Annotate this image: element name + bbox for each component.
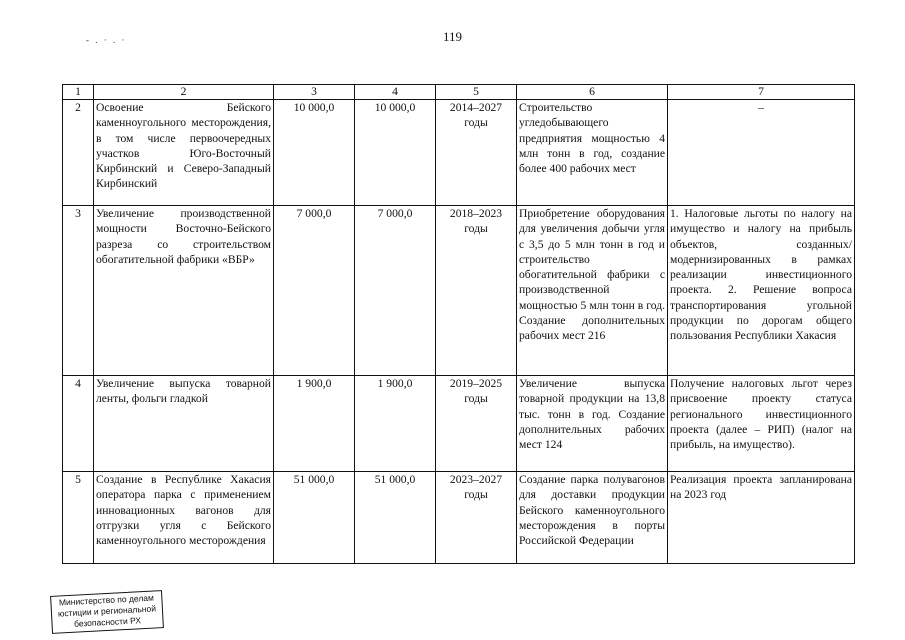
period: 2018–2023 годы bbox=[436, 206, 517, 376]
result: Строительство угледобывающего предприятия мощностью 4 млн тонн в год, создание более 400 рабочих мест bbox=[517, 100, 668, 206]
ministry-stamp bbox=[50, 590, 164, 634]
period: 2023–2027 годы bbox=[436, 472, 517, 564]
project-name: Увеличение выпуска товарной ленты, фольги гладкой bbox=[94, 376, 274, 472]
period: 2019–2025 годы bbox=[436, 376, 517, 472]
row-number: 4 bbox=[63, 376, 94, 472]
support-measures: 1. Налоговые льготы по налогу на имущество и налогу на прибыль объектов, созданных/модернизированных в рамках реализации инвестиционного проекта. 2. Решение вопроса транспортирования угольной продукции по дорогам общего пользования Республики Хакасия bbox=[668, 206, 855, 376]
table-row bbox=[63, 376, 855, 472]
header-cell-5: 5 bbox=[436, 85, 517, 100]
support-measures: Реализация проекта запланирована на 2023 год bbox=[668, 472, 855, 564]
header-cell-7: 7 bbox=[668, 85, 855, 100]
header-cell-2: 2 bbox=[94, 85, 274, 100]
scan-marks: - . · . · bbox=[86, 35, 127, 45]
stamp-line-1: Министерство по делам bbox=[58, 592, 155, 608]
support-measures: – bbox=[668, 100, 855, 206]
project-name: Создание в Республике Хакасия оператора парка с применением инновационных вагонов для отгрузки угля с Бейского каменноугольного месторождения bbox=[94, 472, 274, 564]
value-col4: 7 000,0 bbox=[355, 206, 436, 376]
result: Приобретение оборудования для увеличения добычи угля с 3,5 до 5 млн тонн в год и строительство обогатительной фабрики с производственной мощностью 5 млн тонн в год. Создание дополнительных рабочих мест 216 bbox=[517, 206, 668, 376]
value-col4: 10 000,0 bbox=[355, 100, 436, 206]
result: Увеличение выпуска товарной продукции на 13,8 тыс. тонн в год. Создание дополнительных рабочих мест 124 bbox=[517, 376, 668, 472]
row-number: 5 bbox=[63, 472, 94, 564]
value-col3: 1 900,0 bbox=[274, 376, 355, 472]
value-col3: 7 000,0 bbox=[274, 206, 355, 376]
project-name: Увеличение производственной мощности Восточно-Бейского разреза со строительством обогатительной фабрики «ВБР» bbox=[94, 206, 274, 376]
header-cell-4: 4 bbox=[355, 85, 436, 100]
page-number: 119 bbox=[442, 29, 463, 44]
header-cell-1: 1 bbox=[63, 85, 94, 100]
row-number: 2 bbox=[63, 100, 94, 206]
header-cell-3: 3 bbox=[274, 85, 355, 100]
table-row bbox=[63, 100, 855, 206]
table-row bbox=[63, 472, 855, 564]
value-col4: 1 900,0 bbox=[355, 376, 436, 472]
value-col3: 10 000,0 bbox=[274, 100, 355, 206]
project-name: Освоение Бейского каменноугольного месторождения, в том числе первоочередных участков Юго-Восточный Кирбинский и Северо-Западный Кирбинский bbox=[94, 100, 274, 206]
value-col3: 51 000,0 bbox=[274, 472, 355, 564]
value-col4: 51 000,0 bbox=[355, 472, 436, 564]
header-cell-6: 6 bbox=[517, 85, 668, 100]
period: 2014–2027 годы bbox=[436, 100, 517, 206]
support-measures: Получение налоговых льгот через присвоение проекту статуса регионального инвестиционного проекта (далее – РИП) (налог на прибыль, на имущество). bbox=[668, 376, 855, 472]
stamp-line-3: безопасности РХ bbox=[73, 615, 142, 629]
stamp-line-2: юстиции и региональной bbox=[57, 603, 157, 619]
table-row bbox=[63, 206, 855, 376]
investment-projects-table bbox=[62, 84, 855, 564]
header-row bbox=[63, 85, 855, 100]
row-number: 3 bbox=[63, 206, 94, 376]
result: Создание парка полувагонов для доставки продукции Бейского каменноугольного месторождения в порты Российской Федерации bbox=[517, 472, 668, 564]
